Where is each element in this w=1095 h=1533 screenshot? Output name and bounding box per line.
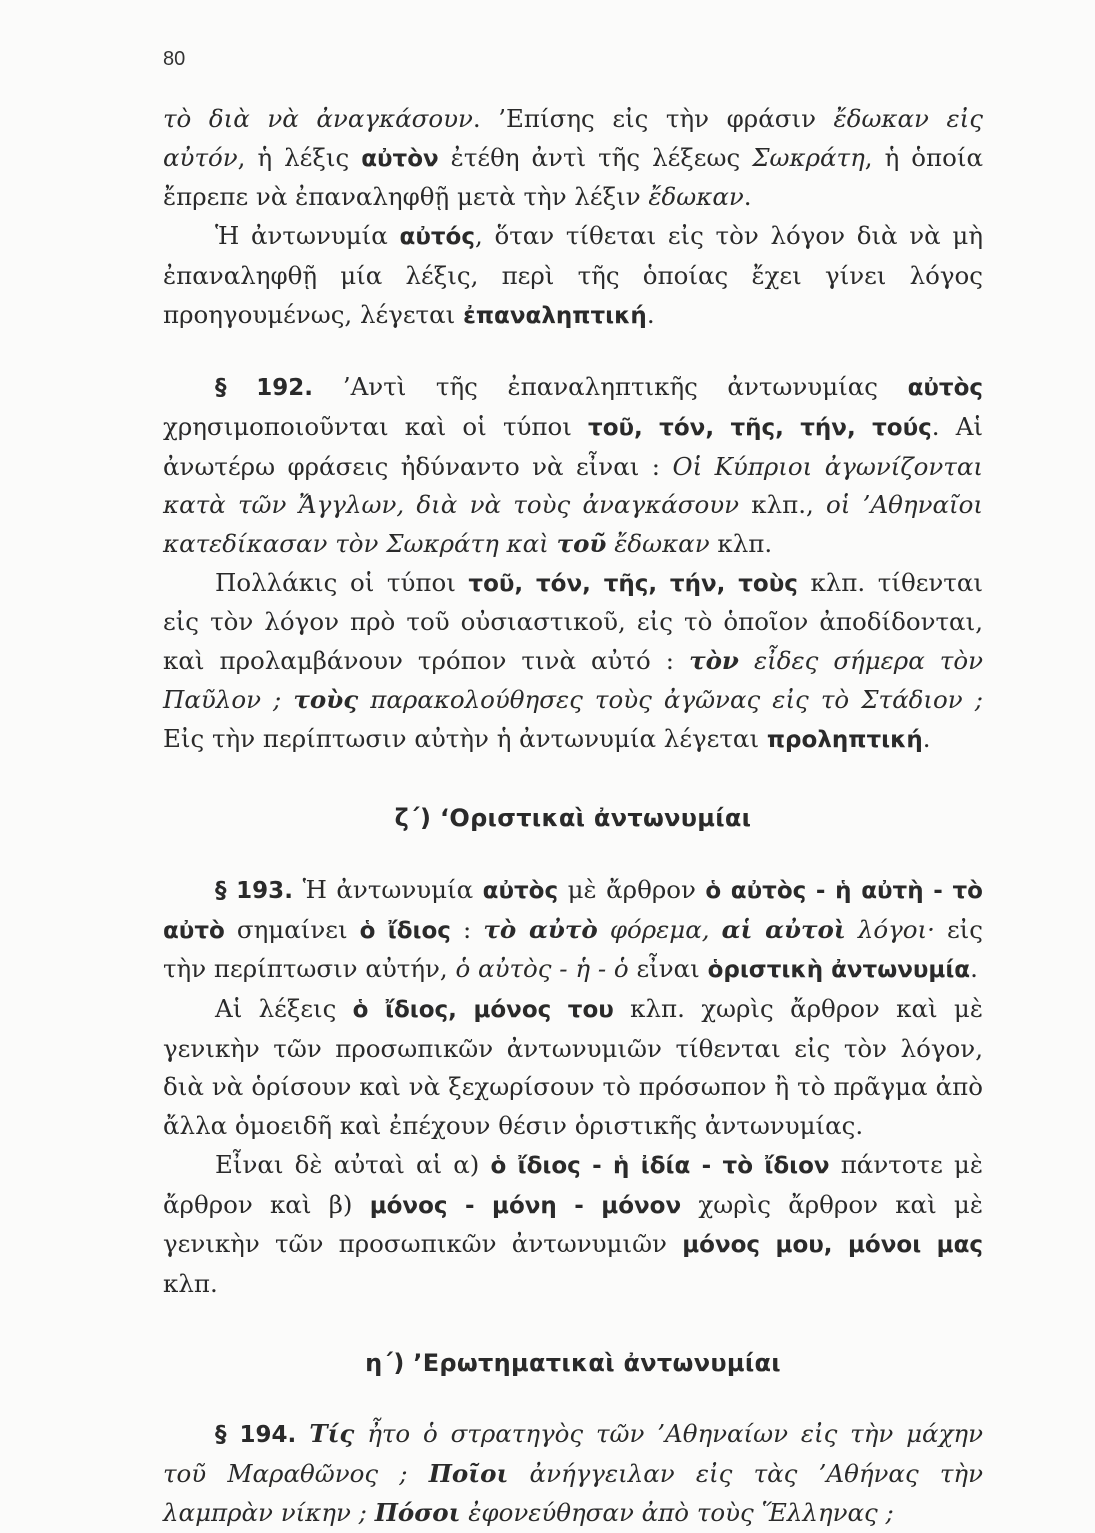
text-run: ἐτέθη ἀντὶ τῆς λέξεως	[438, 142, 753, 172]
text-run: η΄) ’Ερωτηματικαὶ ἀντωνυμίαι	[365, 1348, 781, 1377]
text-run: κλπ.,	[738, 490, 827, 520]
text-run: αἱ αὐτοὶ	[721, 914, 846, 944]
paragraph-definition-repetitive	[163, 217, 983, 335]
text-run: .	[743, 182, 752, 212]
text-run	[549, 529, 557, 558]
text-run	[358, 685, 370, 714]
text-run	[367, 1498, 375, 1527]
section-193	[163, 871, 983, 990]
text-run: χρησιμοποιοῦνται καὶ οἱ τύποι	[163, 411, 589, 441]
text-run: αὐτὸς	[482, 877, 559, 904]
text-run: χωρὶς ἄρθρον καὶ μὲ γενικὴν τῶν προσωπικῶν ἀντωνυμιῶν	[163, 1189, 984, 1259]
text-run: .	[970, 954, 978, 984]
text-run: Πόσοι	[374, 1497, 461, 1527]
section-194	[163, 1415, 983, 1532]
text-run: Ἡ ἀντωνυμία	[215, 221, 400, 251]
text-run: ἔδωκαν	[614, 529, 710, 559]
paragraph-proleptic	[163, 564, 983, 760]
text-run	[460, 1498, 468, 1527]
text-run: μόνος μου, μόνοι μας	[682, 1232, 984, 1259]
text-run: , ἡ λέξις	[237, 142, 362, 172]
text-run: τὸν	[689, 646, 739, 676]
text-run: :	[450, 914, 484, 944]
text-run: παρακολούθησες τοὺς ἀγῶνας εἰς τὸ Στάδιον ;	[370, 684, 983, 714]
text-run: αὐτὸς	[907, 375, 984, 402]
paragraph-words-idios	[163, 990, 983, 1146]
text-run: Τίς	[309, 1419, 355, 1449]
text-run	[408, 1459, 429, 1488]
text-run: μὲ ἄρθρον	[558, 874, 706, 904]
text-run: , ἡ ὁποία ἔπρεπε νὰ ἐπαναληφθῇ μετὰ τὴν λέξιν	[163, 142, 984, 212]
text-run: ὁριστικὴ ἀντωνυμία	[707, 957, 971, 984]
paragraph-continuation	[163, 100, 983, 217]
text-run: Εἰς τὴν περίπτωσιν αὐτὴν ἡ ἀντωνυμία λέγεται	[163, 723, 767, 753]
text-run: ἐφονεύθησαν ἀπὸ τοὺς Ἕλληνας ;	[468, 1497, 894, 1527]
text-run	[598, 915, 610, 944]
text-run: σημαίνει	[224, 914, 360, 944]
text-run: οἱ ’Αθηναῖοι κατεδίκασαν τὸν Σωκράτη καὶ	[163, 490, 983, 559]
text-run: πάντοτε μὲ ἄρθρον καὶ β)	[163, 1149, 983, 1219]
heading-definite-pronouns	[163, 799, 983, 838]
text-run	[354, 1419, 367, 1448]
text-run: εἰς τὴν περίπτωσιν αὐτήν,	[163, 914, 983, 984]
text-run: τὸ αὐτὸ	[483, 914, 598, 944]
text-run: .	[646, 299, 655, 329]
text-run: αὐτός	[399, 224, 475, 251]
text-run: τοῦ, τόν, τῆς, τήν, τούς	[588, 414, 932, 441]
text-run: .	[922, 723, 931, 753]
heading-interrogative-pronouns	[163, 1344, 983, 1383]
text-run: § 194.	[215, 1422, 310, 1449]
text-run: § 193.	[215, 877, 303, 904]
text-run: Σωκράτη	[752, 142, 865, 172]
text-run: ὁ αὐτὸς - ἡ - ὁ	[455, 954, 629, 984]
text-run: ὁ ἴδιος - ἡ ἰδία - τὸ ἴδιον	[490, 1152, 830, 1179]
text-run: ἔδωκαν εἰς αὐτόν	[163, 104, 983, 172]
text-run: μόνος - μόνη - μόνον	[369, 1192, 682, 1219]
text-run: τοῦ, τόν, τῆς, τήν, τοὺς	[468, 570, 798, 597]
text-run: , ὅταν τίθεται εἰς τὸν λόγον διὰ νὰ μὴ ἐπαναληφθῇ μία λέξις, περὶ τῆς ὁποίας ἔχει γίνει λόγος προηγουμένως, λέγεται	[163, 221, 983, 329]
text-run: ὁ ἴδιος, μόνος του	[352, 997, 614, 1024]
text-run: τὸ διὰ νὰ ἀναγκάσουν	[163, 104, 473, 133]
text-run: ἐπαναληπτική	[463, 302, 647, 329]
text-run	[508, 1459, 529, 1488]
text-run: αὐτὸν	[361, 145, 439, 172]
text-run: κλπ. χωρὶς ἄρθρον καὶ μὲ γενικὴν τῶν προσωπικῶν ἀντωνυμιῶν τίθενται εἰς τὸν λόγον, διὰ νὰ ὁρίσουν καὶ νὰ ξεχωρίσουν τὸ πρόσωπον ἢ τὸ πρᾶγμα ἀπὸ ἄλλα ὁμοειδῆ καὶ ἐπέχουν θέσιν ὁριστικῆς ἀντωνυμίας.	[163, 994, 983, 1141]
text-run: κλπ. τίθενται εἰς τὸν λόγον πρὸ τοῦ οὐσιαστικοῦ, εἰς τὸ ὁποῖον ἀποδίδονται, καὶ προλαμβάνουν τρόπον τινὰ αὐτό :	[163, 567, 983, 676]
page-number: 80	[163, 48, 186, 70]
text-run: ὁ ἴδιος	[359, 917, 451, 944]
text-run	[710, 915, 722, 944]
text-run: εἶδες σήμερα τὸν Παῦλον ;	[163, 646, 983, 714]
text-run: ἔδωκαν	[648, 182, 744, 212]
text-run: εἶναι	[628, 954, 708, 984]
text-run: τοῦ	[556, 529, 607, 559]
text-run: § 192.	[215, 375, 343, 402]
text-run	[846, 915, 858, 944]
text-run: ἦτο ὁ στρατηγὸς τῶν ’Αθηναίων εἰς τὴν μάχην τοῦ Μαραθῶνος ;	[163, 1419, 983, 1489]
text-run: ὁ αὐτὸς - ἡ αὐτὴ - τὸ αὐτὸ	[163, 877, 983, 944]
text-run	[281, 685, 293, 714]
paragraph-types-definite	[163, 1146, 983, 1304]
text-run: Αἱ λέξεις	[215, 994, 353, 1024]
section-192	[163, 368, 983, 564]
text-run: ζ΄) ‘Οριστικαὶ ἀντωνυμίαι	[394, 804, 752, 833]
text-run: . ’Επίσης εἰς τὴν φράσιν	[472, 104, 834, 133]
text-run: κλπ.	[163, 1268, 218, 1298]
text-run: Ἡ ἀντωνυμία	[302, 874, 483, 904]
text-run: Εἶναι δὲ αὐταὶ αἱ α)	[215, 1149, 491, 1179]
page-text	[163, 100, 983, 1533]
text-run: Ποῖοι	[428, 1459, 509, 1489]
text-run: λόγοι·	[857, 914, 935, 944]
text-run: φόρεμα,	[609, 914, 710, 944]
text-run: ’Αντὶ τῆς ἐπαναληπτικῆς ἀντωνυμίας	[342, 372, 908, 402]
text-run: Οἱ Κύπριοι ἀγωνίζονται κατὰ τῶν Ἄγγλων, διὰ νὰ τοὺς ἀναγκάσουν	[163, 451, 983, 520]
text-run: Πολλάκις οἱ τύποι	[215, 567, 469, 597]
text-run: τοὺς	[293, 684, 359, 714]
text-run: . Αἱ ἀνωτέρω φράσεις ἠδύναντο νὰ εἶναι :	[163, 411, 984, 481]
text-run: προληπτική	[766, 726, 923, 753]
text-run	[739, 646, 754, 675]
text-run: κλπ.	[709, 529, 773, 559]
text-run: ἀνήγγειλαν εἰς τὰς ’Αθήνας τὴν λαμπρὰν νίκην ;	[163, 1459, 984, 1527]
